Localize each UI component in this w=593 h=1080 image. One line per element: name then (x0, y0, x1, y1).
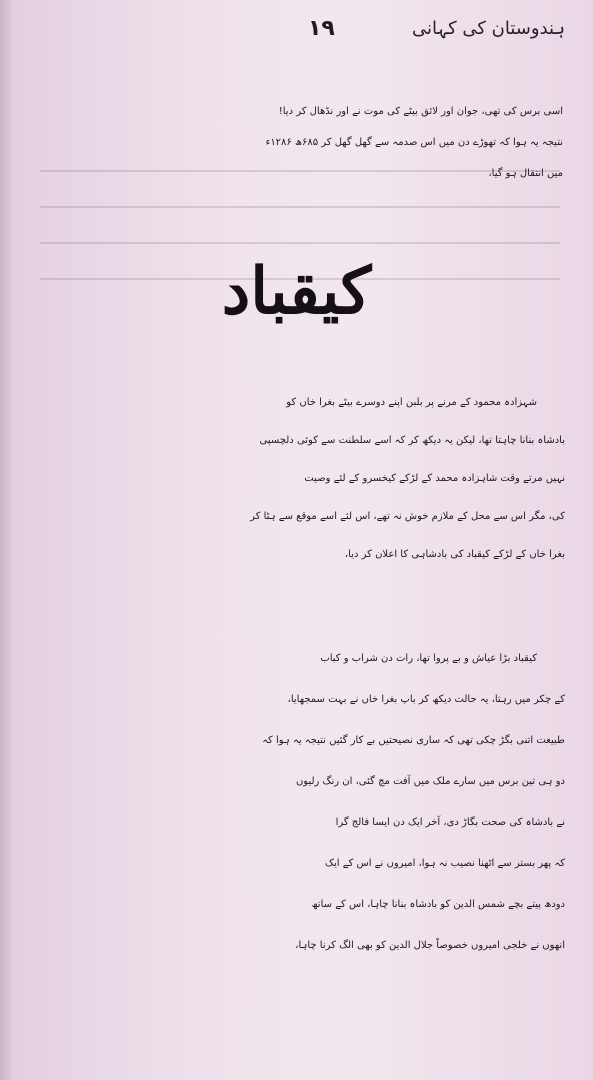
paragraph-1 (0, 384, 593, 574)
text-line: بغرا خاں کے لڑکے کیقباد کی بادشاہی کا اعلان کر دیا، (344, 549, 565, 560)
text-line: نہیں مرتے وقت شاہزادہ محمد کے لڑکے کیخسرو کے لئے وصیت (304, 473, 565, 484)
text-line: میں انتقال ہو گیا، (488, 168, 563, 179)
chapter-heading: کیقباد (221, 254, 372, 329)
chapter-heading-container (0, 252, 593, 332)
text-line: کہ پھر بستر سے اٹھنا نصیب نہ ہوا، امیروں نے اس کے ایک (325, 858, 565, 869)
text-line: نتیجہ یہ ہوا کہ تھوڑے دن میں اس صدمہ سے گھل گھل کر ۶۸۵ھ ۱۲۸۶ء (265, 137, 563, 148)
text-line: کے چکر میں رہتا، یہ حالت دیکھ کر باپ بغرا خاں نے بہت سمجھایا، (287, 694, 565, 705)
text-line: بادشاہ بنانا چاہتا تھا، لیکن یہ دیکھ کر کہ اسے سلطنت سے کوئی دلچسپی (259, 435, 565, 446)
text-line: انھوں نے خلجی امیروں خصوصاً جلال الدین کو بھی الگ کرنا چاہا، (295, 940, 565, 951)
text-line: اسی برس کی تھی، جوان اور لائق بیٹے کی موت نے اور نڈھال کر دیا! (278, 106, 563, 117)
text-line: طبیعت اتنی بگڑ چکی تھی کہ ساری نصیحتیں بے کار گئیں نتیجہ یہ ہوا کہ (262, 735, 565, 746)
show-through-line (40, 242, 560, 244)
text-line: دودھ پیتے بچے شمس الدین کو بادشاہ بنانا چاہا، اس کے ساتھ (311, 899, 565, 910)
text-line: نے بادشاہ کی صحت بگاڑ دی، آخر ایک دن ایسا فالج گرا (335, 817, 565, 828)
show-through-line (40, 206, 560, 208)
page-number: ١٩ (308, 16, 335, 41)
page-header (0, 12, 593, 52)
closing-paragraph (0, 96, 593, 189)
text-line: شہزادہ محمود کے مرنے پر بلبن اپنے دوسرے بیٹے بغرا خاں کو (286, 397, 537, 408)
text-line: کی، مگر اس سے محل کے ملازم خوش نہ تھے، اس لئے اسے موقع سے ہٹا کر (250, 511, 565, 522)
text-line: کیقباد بڑا عیاش و بے پروا تھا، رات دن شراب و کباب (320, 653, 537, 664)
running-title: ہندوستان کی کہانی (412, 18, 565, 39)
text-line: دو ہی تین برس میں سارے ملک میں آفت مچ گئی، ان رنگ رلیوں (295, 776, 565, 787)
paragraph-2 (0, 638, 593, 966)
